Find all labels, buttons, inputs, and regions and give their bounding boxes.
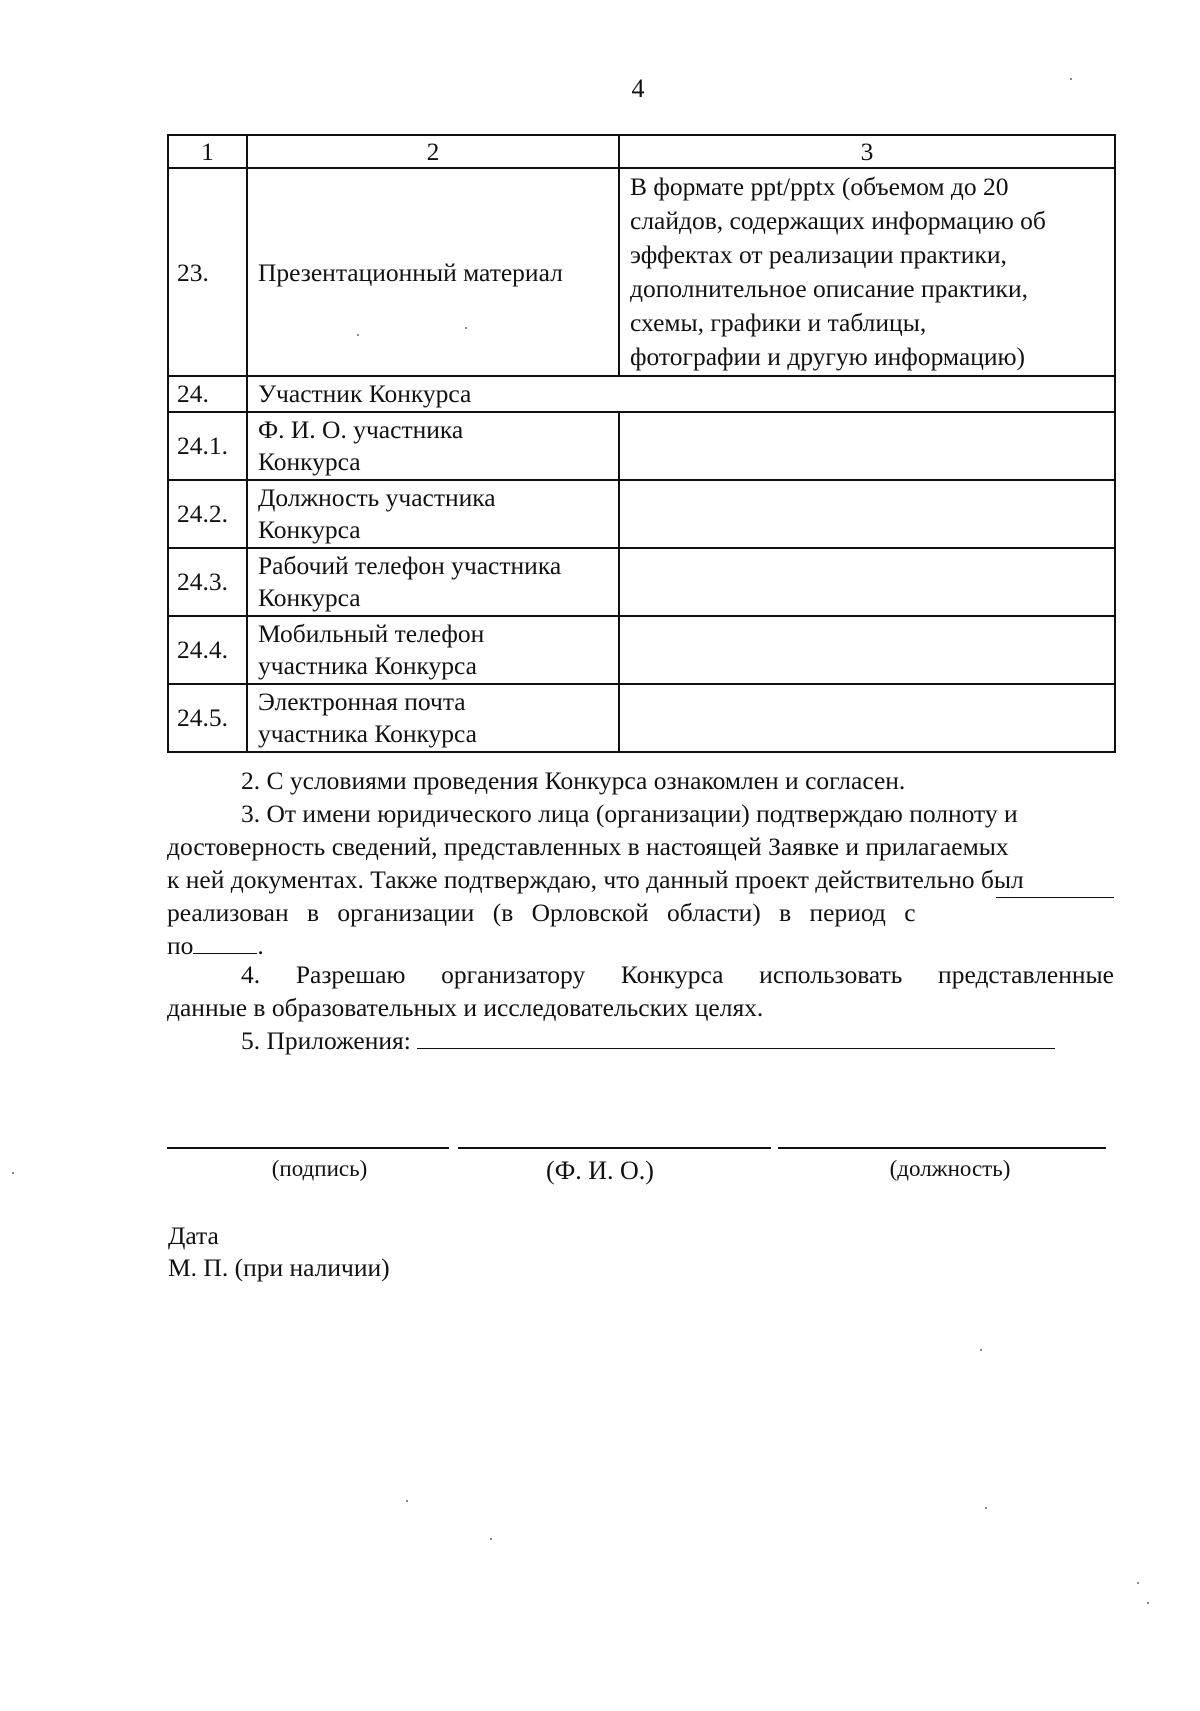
row-name-line: Электронная почта [258,687,466,716]
clause-4-line: данные в образовательных и исследовательских целях. [167,993,764,1022]
date-label: Дата [168,1221,219,1250]
clause-3-line-text: реализован в организации (в Орловской области) в период с [167,898,916,927]
clause-3-suffix: . [257,931,264,960]
row-number: 24. [168,376,247,412]
full-name-line[interactable] [458,1147,771,1149]
row-name-line: Рабочий телефон участника [258,551,562,580]
row-name [247,616,619,684]
table-row [168,376,1115,412]
description-line: эффектах от реализации практики, [630,240,1007,269]
participant-mobile-phone-cell[interactable] [619,616,1115,684]
row-name-line: участника Конкурса [258,719,477,748]
row-number: 24.2. [168,480,247,548]
description-line: дополнительное описание практики, [630,274,1028,303]
attachments-blank[interactable] [417,1047,1055,1049]
table-row [168,480,1115,548]
position-caption: (должность) [889,1156,1011,1181]
clause-5-text: 5. Приложения: [241,1026,411,1055]
description-line: фотографии и другую информацию) [630,342,1026,371]
clause-2 [167,764,1114,797]
row-name-line: Конкурса [258,515,361,544]
period-start-blank[interactable] [996,896,1114,898]
clause-3-prefix: по [167,931,194,960]
clause-3-line-text: 3. От имени юридического лица (организации) подтверждаю полноту и [241,799,1018,828]
row-name [247,548,619,616]
signature-line[interactable] [167,1147,449,1149]
scan-speck [1070,78,1072,80]
scan-speck [985,1507,987,1509]
scan-speck [1137,1582,1139,1584]
full-name-caption: (Ф. И. О.) [546,1156,654,1185]
table-row [168,168,1115,376]
participant-work-phone-cell[interactable] [619,548,1115,616]
clause-2-text: 2. С условиями проведения Конкурса ознакомлен и согласен. [241,766,906,795]
clause-4-line [167,958,1114,991]
row-name-line: Должность участника [258,483,496,512]
row-number: 24.4. [168,616,247,684]
row-name-line: участника Конкурса [258,651,477,680]
clause-3-line [167,797,1114,830]
table-row [168,548,1115,616]
table-row [168,616,1115,684]
table-row [168,412,1115,480]
row-name [247,412,619,480]
description-line: слайдов, содержащих информацию об [630,206,1046,235]
table-row [168,684,1115,752]
page-number: 4 [631,74,645,103]
scan-speck [465,327,467,329]
row-name [247,684,619,752]
row-number: 24.1. [168,412,247,480]
scan-speck [12,1172,14,1174]
clause-3 [167,797,1114,962]
row-name: Участник Конкурса [247,376,1115,412]
position-line[interactable] [778,1147,1106,1149]
row-name: Презентационный материал [247,168,619,376]
table-header-row [168,135,1115,168]
description-line: В формате ppt/pptx (объемом до 20 [630,172,1009,201]
clause-4-line-text: 4. Разрешаю организатору Конкурса использовать представленные [241,960,1114,989]
clause-3-line: достоверность сведений, представленных в настоящей Заявке и прилагаемых [167,832,1009,861]
row-name-line: Конкурса [258,583,361,612]
participant-position-cell[interactable] [619,480,1115,548]
period-end-blank[interactable] [193,952,257,954]
row-name [247,480,619,548]
description-line: схемы, графики и таблицы, [630,308,927,337]
clause-5 [167,1024,1114,1057]
column-header-3: 3 [619,135,1115,168]
scan-speck [406,1500,408,1502]
clause-4 [167,958,1114,1024]
row-number: 24.5. [168,684,247,752]
clause-3-line: к ней документах. Также подтверждаю, что данный проект действительно был [167,865,1024,894]
clause-3-line [167,896,1114,929]
scan-speck [490,1538,492,1540]
row-name-line: Конкурса [258,447,361,476]
row-number: 23. [168,168,247,376]
participant-name-cell[interactable] [619,412,1115,480]
column-header-2: 2 [247,135,619,168]
row-number: 24.3. [168,548,247,616]
row-description [619,168,1115,376]
scan-speck [357,334,359,336]
row-name-line: Ф. И. О. участника [258,415,464,444]
scan-speck [980,1349,982,1351]
application-table [167,134,1116,753]
column-header-1: 1 [168,135,247,168]
signature-caption: (подпись) [271,1156,368,1181]
participant-email-cell[interactable] [619,684,1115,752]
scan-speck [1147,1602,1149,1604]
row-name-line: Мобильный телефон [258,619,485,648]
seal-label: М. П. (при наличии) [168,1253,390,1282]
